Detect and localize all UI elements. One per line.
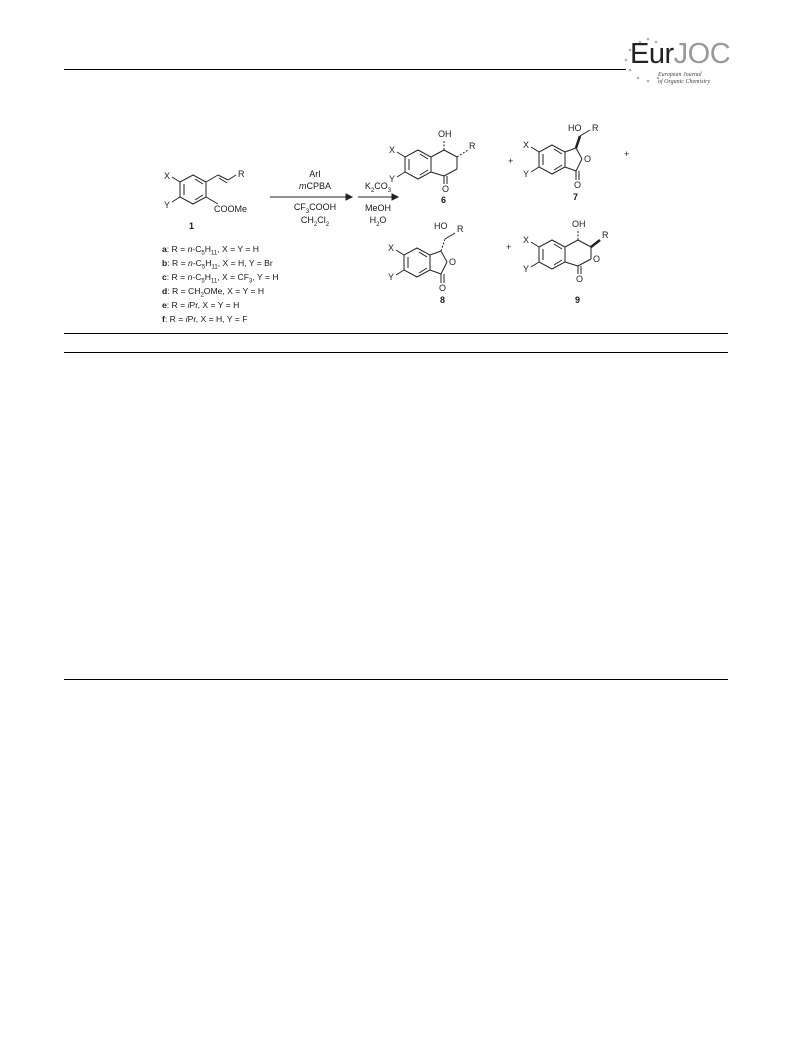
product-8-x: X	[388, 243, 395, 253]
product-6-r: R	[469, 141, 476, 151]
reagent-mcpba: mCPBA	[298, 181, 331, 191]
substrate-e: e: R = iPr, X = Y = H	[162, 300, 240, 310]
table-header-rule	[64, 352, 728, 353]
product-8-y: Y	[388, 272, 395, 282]
header-rule	[64, 69, 626, 70]
product-7-ring-o: O	[584, 154, 592, 164]
reaction-scheme	[150, 110, 710, 330]
reagent-meoh: MeOH	[364, 203, 391, 213]
compound-6-label: 6	[441, 195, 447, 205]
product-7-y: Y	[523, 169, 530, 179]
product-6-carbonyl-o: O	[442, 184, 450, 194]
substrate-x-label: X	[164, 171, 171, 181]
substrate-r-label: R	[238, 169, 245, 179]
product-6-y: Y	[389, 174, 396, 184]
substrate-a: a: $R = n-C_5H_{11}$, X = Y = H	[162, 244, 259, 257]
compound-7-label: 7	[573, 192, 579, 202]
table-top-rule	[64, 333, 728, 334]
product-9-x: X	[523, 235, 530, 245]
plus-sign-2: +	[624, 149, 630, 159]
logo-subtitle-1: European Journal	[658, 72, 702, 78]
compound-1-label: 1	[189, 221, 195, 231]
product-6-oh: OH	[438, 129, 452, 139]
product-9-r: R	[602, 230, 609, 240]
plus-sign-1: +	[508, 156, 514, 166]
product-7-carbonyl-o: O	[574, 180, 582, 190]
plus-sign-3: +	[506, 242, 512, 252]
product-8-r: R	[457, 224, 464, 234]
product-6-x: X	[389, 145, 396, 155]
compound-8-label: 8	[440, 295, 446, 305]
table-bottom-rule	[64, 679, 728, 680]
product-9-oh: OH	[572, 219, 586, 229]
substrate-d: d: $R = CH_2OMe$, X = Y = H	[162, 286, 265, 299]
product-7-r: R	[592, 123, 599, 133]
reagent-tfa: $CF_3COOH$	[293, 202, 337, 215]
product-8-ho: HO	[434, 221, 448, 231]
substrate-c: c: $R = n-C_5H_{11}$, $X = CF_3$, Y = H	[162, 272, 279, 285]
reagent-k2co3: $K_2CO_3$	[364, 181, 392, 194]
substrate-y-label: Y	[164, 200, 171, 210]
product-9-y: Y	[523, 264, 530, 274]
compound-9-label: 9	[575, 295, 581, 305]
reagent-ari: ArI	[309, 169, 321, 179]
substrate-ester-label: COOMe	[214, 204, 248, 214]
reagent-water: $H_2O$	[369, 215, 387, 228]
product-7-ho: HO	[568, 123, 582, 133]
product-9-ring-o: O	[593, 254, 601, 264]
product-9-carbonyl-o: O	[576, 274, 584, 284]
logo-subtitle-2: of Organic Chemistry	[658, 79, 711, 85]
product-8-carbonyl-o: O	[439, 283, 447, 293]
reagent-dcm: $CH_2Cl_2$	[300, 215, 330, 228]
journal-logo	[618, 36, 738, 86]
product-7-x: X	[523, 140, 530, 150]
substrate-b: b: $R = n-C_5H_{11}$, X = H, Y = Br	[162, 258, 273, 271]
substrate-f: f: R = iPr, X = H, Y = F	[162, 314, 248, 324]
logo-wordmark: EurJOC	[630, 38, 731, 70]
product-8-ring-o: O	[449, 257, 457, 267]
